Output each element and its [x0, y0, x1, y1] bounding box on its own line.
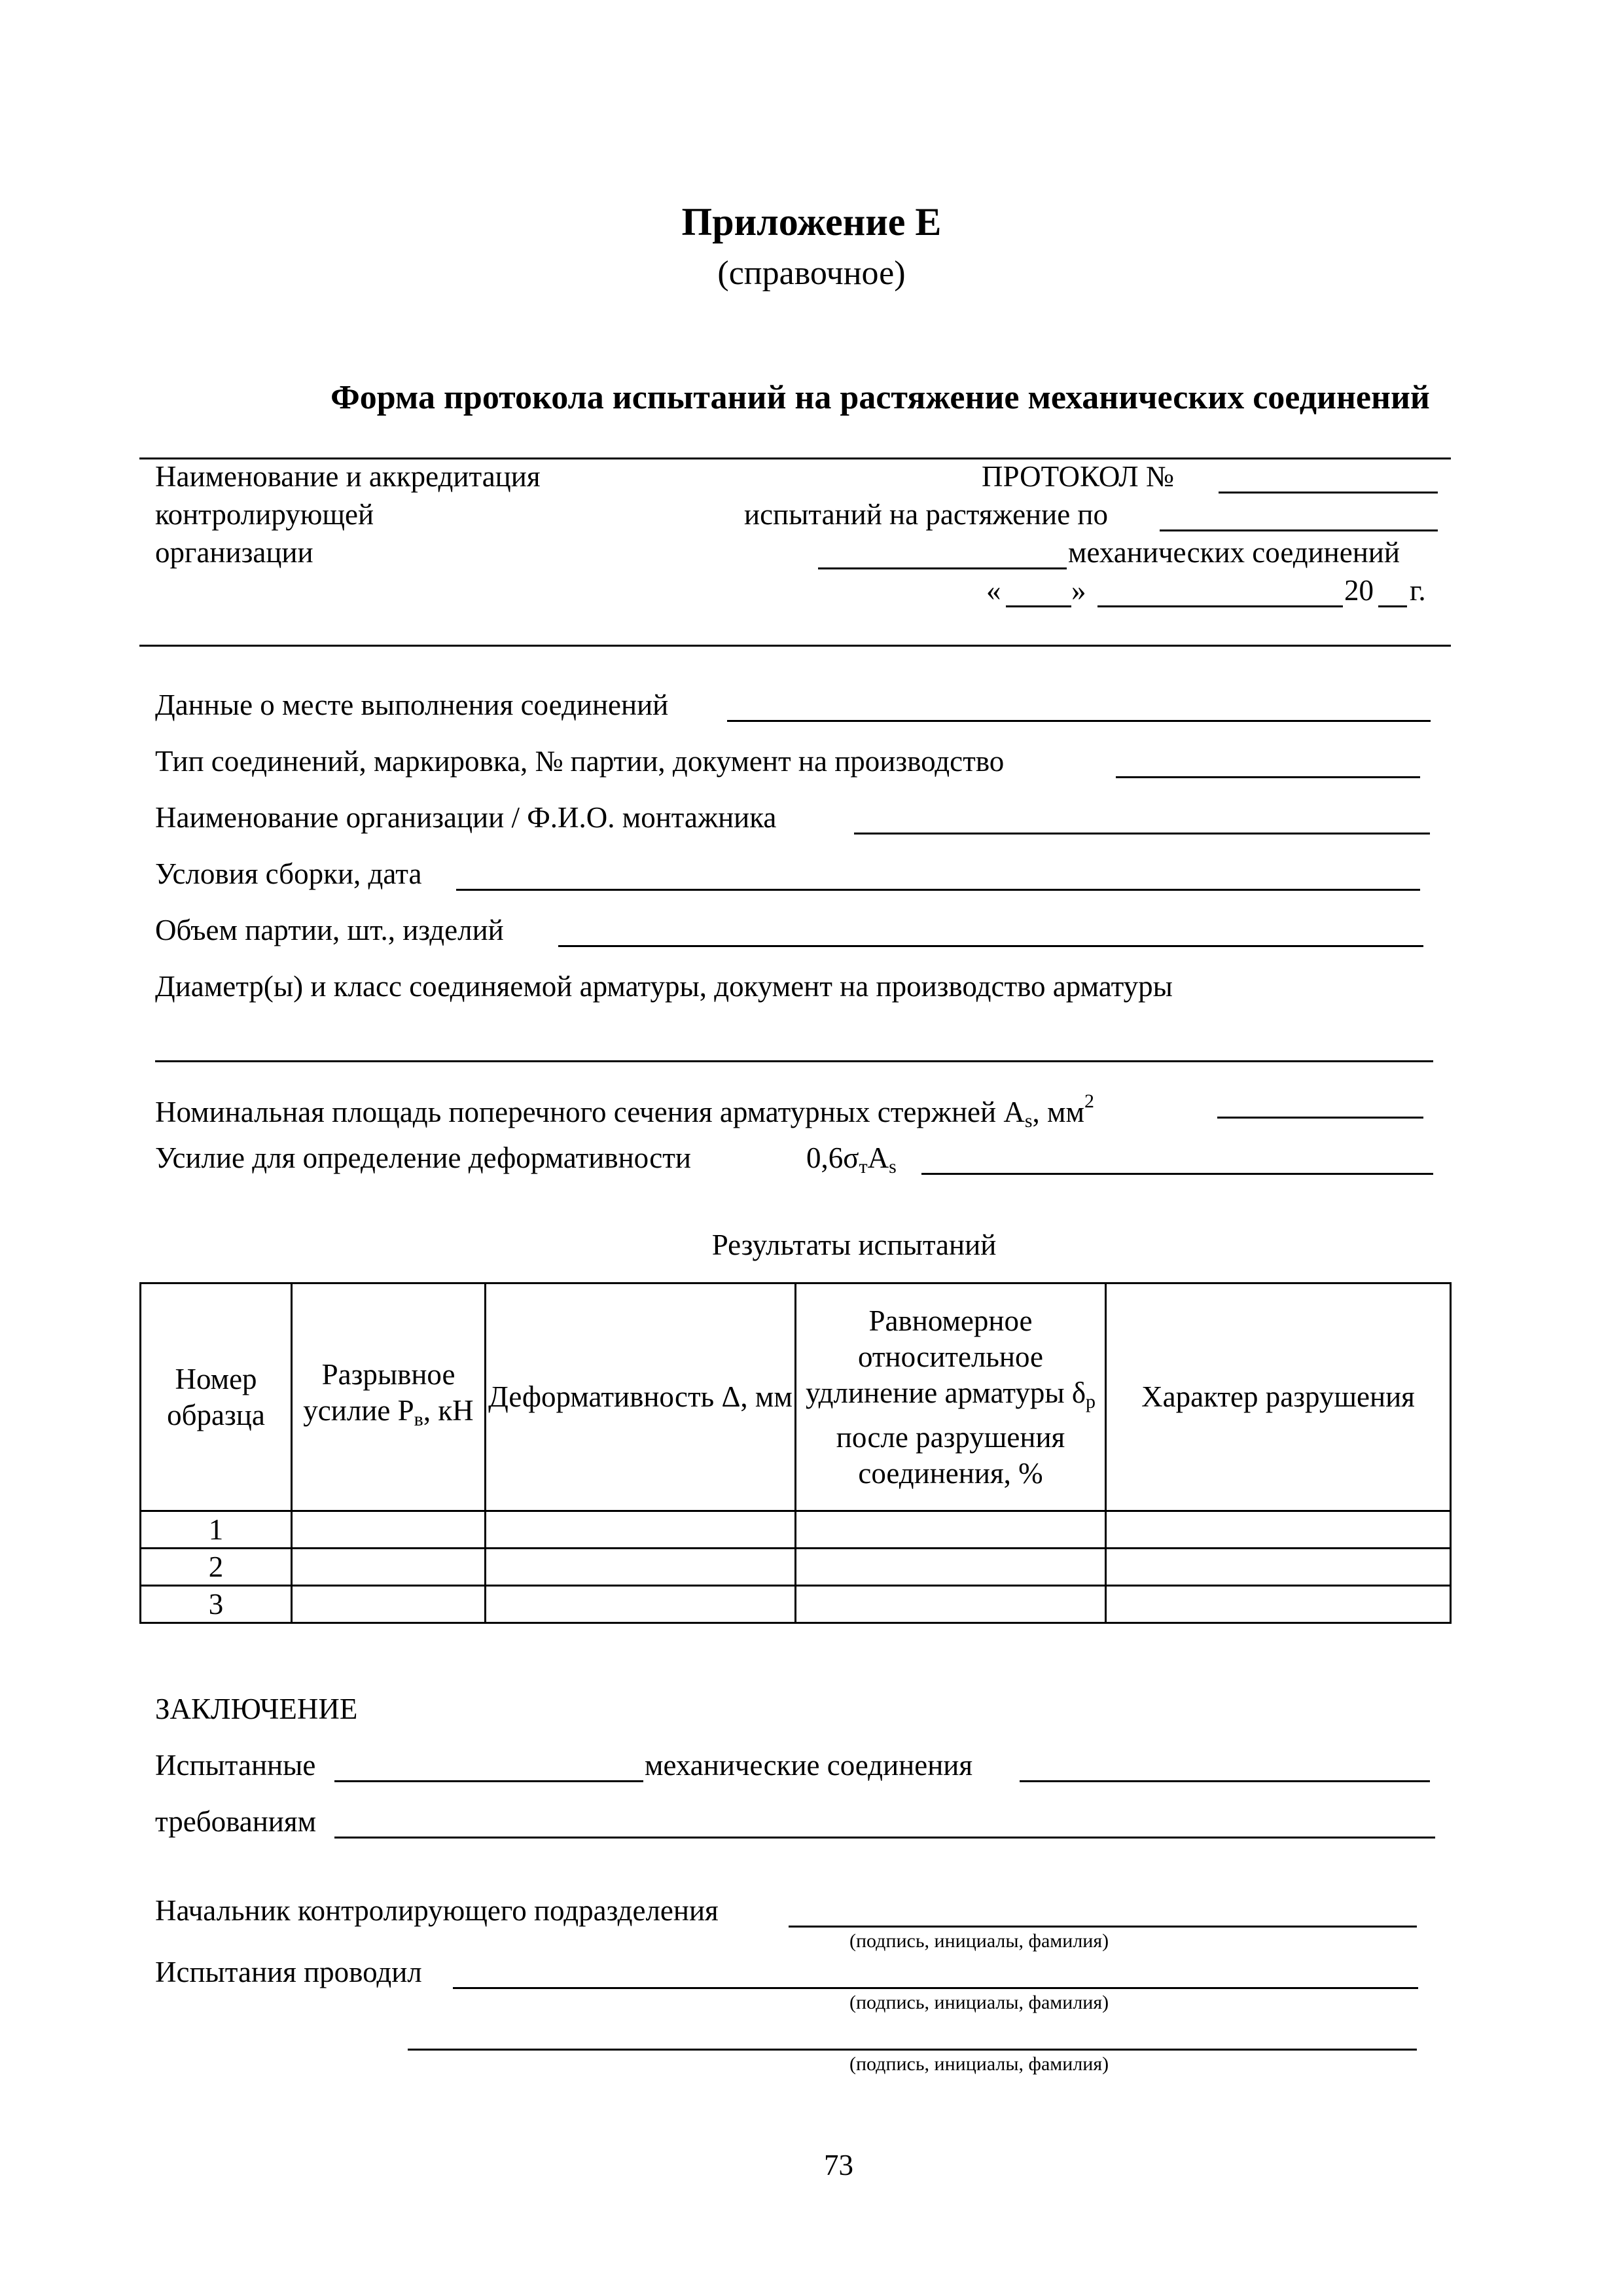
appendix-subtitle: (справочное)	[717, 255, 906, 292]
field-force-label: Усилие для определение деформативности	[155, 1141, 692, 1174]
date-year-field[interactable]	[1378, 605, 1407, 607]
results-header-row	[141, 1283, 1451, 1511]
cell-sample: 2	[141, 1549, 292, 1586]
protocol-number-field[interactable]	[1219, 492, 1438, 493]
conclusion-mech-label: механические соединения	[645, 1749, 973, 1782]
org-label-line-2: контролирующей	[155, 498, 374, 531]
field-place-input[interactable]	[727, 720, 1431, 722]
org-label-line-1: Наименование и аккредитация	[155, 460, 541, 493]
date-year-prefix: 20	[1344, 574, 1374, 607]
signature-head-input[interactable]	[789, 1926, 1417, 1928]
col-header-sample	[141, 1283, 292, 1511]
force-formula-b: A	[867, 1141, 889, 1174]
cell-sample: 3	[141, 1586, 292, 1623]
field-batch-input[interactable]	[558, 945, 1423, 947]
conclusion-heading: ЗАКЛЮЧЕНИЕ	[155, 1693, 358, 1725]
col-header-force-text: Разрывное усилие P	[303, 1358, 455, 1427]
cell-sample: 1	[141, 1511, 292, 1549]
field-area-input[interactable]	[1217, 1117, 1423, 1119]
date-quote-open: «	[986, 574, 1001, 607]
results-title: Результаты испытаний	[711, 1229, 997, 1261]
force-formula-sub2: s	[889, 1156, 897, 1177]
field-diameter-label: Диаметр(ы) и класс соединяемой арматуры, документ на производство арматуры	[155, 970, 1173, 1003]
col-header-elongation	[796, 1283, 1106, 1511]
date-year-suffix: г.	[1410, 574, 1426, 607]
date-quote-close: »	[1071, 574, 1086, 607]
signature-tester-input[interactable]	[453, 1987, 1418, 1989]
col-header-force-sub: в	[414, 1408, 423, 1430]
form-title: Форма протокола испытаний на растяжение механических соединений	[330, 379, 1430, 416]
cell-deform[interactable]	[486, 1549, 796, 1586]
cell-force[interactable]	[292, 1586, 486, 1623]
org-label-line-3: организации	[155, 536, 313, 569]
mech-type-field[interactable]	[818, 567, 1067, 569]
col-header-deform	[486, 1283, 796, 1511]
page-number: 73	[824, 2149, 853, 2181]
cell-failure[interactable]	[1106, 1511, 1451, 1549]
date-month-field[interactable]	[1097, 605, 1343, 607]
cell-failure[interactable]	[1106, 1586, 1451, 1623]
tests-standard-field[interactable]	[1160, 529, 1438, 531]
cell-elongation[interactable]	[796, 1511, 1106, 1549]
field-type-label: Тип соединений, маркировка, № партии, документ на производство	[155, 745, 1005, 778]
col-header-failure	[1106, 1283, 1451, 1511]
table-row	[141, 1549, 1451, 1586]
conclusion-tested-label: Испытанные	[155, 1749, 316, 1782]
signature-tester-caption: (подпись, инициалы, фамилия)	[849, 1992, 1109, 2013]
field-force-input[interactable]	[921, 1173, 1433, 1175]
conclusion-mech-input[interactable]	[1020, 1780, 1430, 1782]
cell-failure[interactable]	[1106, 1549, 1451, 1586]
col-header-elongation-rest: после разрушения соединения, %	[836, 1420, 1065, 1490]
field-batch-label: Объем партии, шт., изделий	[155, 914, 504, 946]
cell-elongation[interactable]	[796, 1586, 1106, 1623]
conclusion-tested-input[interactable]	[334, 1780, 643, 1782]
force-formula-sub1: т	[859, 1156, 868, 1177]
col-header-elongation-text: Равномерное относительное удлинение арматуры δ	[805, 1304, 1086, 1409]
field-area-label	[155, 1085, 1094, 1138]
cell-deform[interactable]	[486, 1511, 796, 1549]
conclusion-requirements-label: требованиям	[155, 1805, 317, 1838]
col-header-elongation-sub: р	[1086, 1390, 1096, 1412]
field-assembly-input[interactable]	[456, 889, 1420, 891]
field-area-unit: , мм	[1032, 1096, 1084, 1128]
field-org-label: Наименование организации / Ф.И.О. монтажника	[155, 801, 777, 834]
header-bottom-rule	[139, 645, 1451, 647]
signature-head-label: Начальник контролирующего подразделения	[155, 1894, 719, 1927]
col-header-deform-text: Деформативность Δ, мм	[488, 1380, 793, 1413]
signature-extra-input[interactable]	[408, 2049, 1417, 2051]
col-header-force	[292, 1283, 486, 1511]
mech-label: механических соединений	[1068, 536, 1400, 569]
table-row	[141, 1511, 1451, 1549]
field-type-input[interactable]	[1116, 776, 1420, 778]
table-row	[141, 1586, 1451, 1623]
field-force-formula	[806, 1141, 897, 1184]
signature-head-caption: (подпись, инициалы, фамилия)	[849, 1930, 1109, 1952]
cell-deform[interactable]	[486, 1586, 796, 1623]
field-area-text: Номинальная площадь поперечного сечения арматурных стержней A	[155, 1096, 1025, 1128]
cell-force[interactable]	[292, 1511, 486, 1549]
conclusion-requirements-input[interactable]	[334, 1837, 1435, 1839]
appendix-title: Приложение Е	[681, 200, 942, 243]
field-assembly-label: Условия сборки, дата	[155, 857, 422, 890]
field-area-subscript: s	[1024, 1110, 1033, 1132]
field-area-superscript: 2	[1084, 1090, 1094, 1112]
results-table	[139, 1282, 1452, 1624]
tests-label: испытаний на растяжение по	[744, 498, 1109, 531]
field-place-label: Данные о месте выполнения соединений	[155, 689, 669, 721]
force-formula-a: 0,6σ	[806, 1141, 859, 1174]
date-day-field[interactable]	[1006, 605, 1071, 607]
cell-force[interactable]	[292, 1549, 486, 1586]
cell-elongation[interactable]	[796, 1549, 1106, 1586]
col-header-failure-text: Характер разрушения	[1141, 1380, 1415, 1413]
col-header-sample-text: Номер образца	[167, 1362, 265, 1431]
field-org-input[interactable]	[854, 833, 1430, 834]
col-header-force-unit: , кН	[423, 1394, 474, 1427]
field-diameter-input[interactable]	[155, 1060, 1433, 1062]
protocol-label: ПРОТОКОЛ №	[982, 460, 1174, 493]
signature-tester-label: Испытания проводил	[155, 1956, 422, 1988]
signature-extra-caption: (подпись, инициалы, фамилия)	[849, 2053, 1109, 2075]
